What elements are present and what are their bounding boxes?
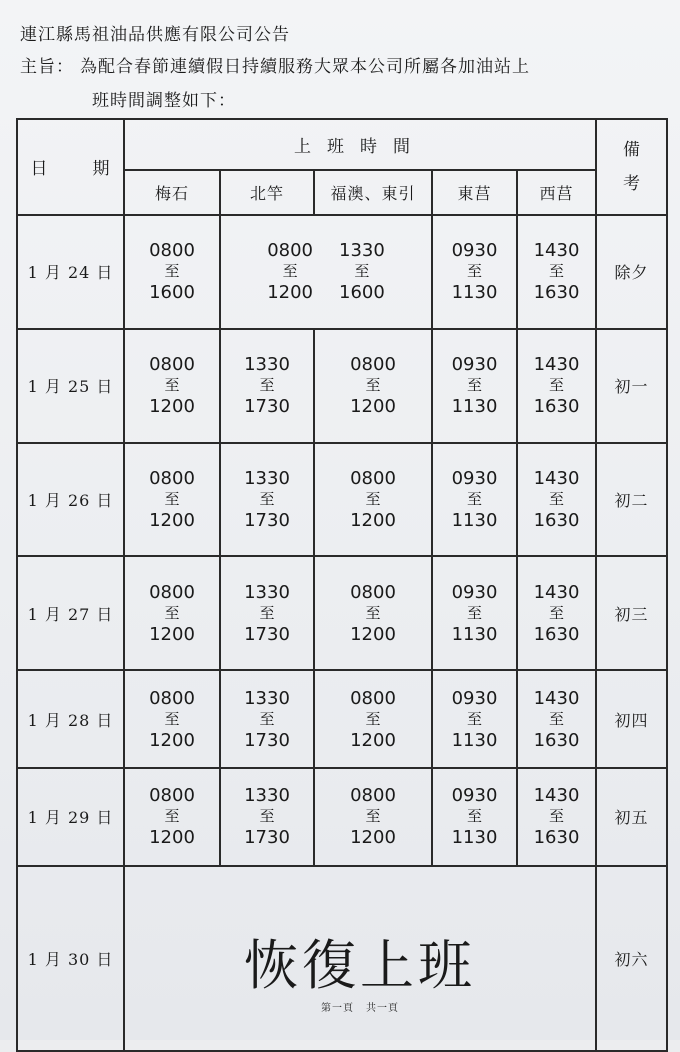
time-block — [267, 240, 313, 303]
time-cell-dongju — [432, 556, 517, 670]
to-label: 至 — [354, 262, 370, 281]
to-label: 至 — [164, 262, 180, 281]
page-number — [125, 999, 595, 1014]
row-date: 1 月 28 日 — [17, 670, 124, 768]
time-start: 0800 — [350, 687, 396, 709]
time-end: 1200 — [350, 827, 396, 849]
time-end: 1630 — [533, 510, 580, 531]
to-label: 至 — [259, 807, 275, 826]
time-start: 0800 — [149, 785, 195, 807]
table-row — [17, 443, 667, 557]
time-start: 1330 — [244, 468, 290, 489]
resume-cell — [124, 866, 596, 1051]
time-end: 1600 — [339, 282, 385, 304]
time-start: 0930 — [451, 240, 498, 262]
time-cell-merged — [220, 215, 432, 329]
location-header-meishi: 梅石 — [124, 170, 220, 215]
time-start: 0930 — [451, 354, 498, 376]
to-label: 至 — [365, 490, 381, 508]
to-label: 至 — [466, 262, 482, 281]
time-start: 1430 — [533, 240, 580, 262]
time-end: 1630 — [533, 729, 580, 751]
time-block — [339, 240, 385, 303]
row-remark: 初六 — [596, 866, 667, 1051]
to-label: 至 — [164, 807, 180, 826]
time-start: 1330 — [244, 354, 290, 376]
row-remark: 初二 — [596, 443, 667, 557]
to-label: 至 — [549, 262, 565, 281]
to-label: 至 — [549, 490, 565, 508]
time-cell — [432, 215, 517, 329]
time-start: 0800 — [149, 240, 195, 262]
time-cell-dongju — [432, 768, 517, 866]
time-end: 1130 — [451, 510, 498, 531]
time-cell-fuao — [314, 556, 432, 670]
subject-line-2: 班時間調整如下： — [92, 91, 236, 111]
time-end: 1130 — [451, 623, 498, 645]
time-start: 1430 — [533, 354, 580, 376]
time-cell-fuao — [314, 443, 432, 557]
to-label: 至 — [466, 490, 482, 508]
subject-text-1: 為配合春節連續假日持續服務大眾本公司所屬各加油站上 — [80, 57, 530, 77]
time-start: 0930 — [451, 785, 498, 807]
row-remark: 初五 — [596, 768, 667, 866]
location-header-fuao-dongyin: 福澳、東引 — [314, 170, 432, 215]
page-total: 共一頁 — [366, 1003, 399, 1014]
row-remark: 初一 — [596, 329, 667, 443]
time-cell-dongju — [432, 443, 517, 557]
to-label: 至 — [164, 603, 180, 622]
date-header-char-2: 期 — [92, 159, 111, 180]
time-end: 1130 — [451, 282, 498, 304]
time-end: 1730 — [244, 623, 290, 645]
time-start: 1430 — [533, 687, 580, 709]
time-end: 1200 — [149, 510, 195, 531]
time-cell-fuao — [314, 768, 432, 866]
to-label: 至 — [466, 603, 482, 622]
to-label: 至 — [365, 709, 381, 728]
remarks-header-char-2: 考 — [623, 173, 641, 194]
time-cell-dongju — [432, 329, 517, 443]
time-end: 1200 — [149, 729, 195, 751]
to-label: 至 — [164, 490, 180, 508]
time-end: 1200 — [149, 827, 195, 849]
time-cell-meishi — [124, 329, 220, 443]
time-cell-beigan — [220, 670, 314, 768]
date-column-header — [17, 119, 124, 215]
table-row — [17, 768, 667, 866]
time-end: 1200 — [267, 282, 313, 304]
row-remark: 初四 — [596, 670, 667, 768]
working-hours-header: 上班時間 — [124, 119, 596, 170]
location-header-dongju: 東莒 — [432, 170, 517, 215]
time-end: 1730 — [244, 827, 290, 849]
time-end: 1630 — [533, 623, 580, 645]
time-start: 0930 — [451, 687, 498, 709]
time-cell-beigan — [220, 556, 314, 670]
location-header-beigan: 北竿 — [220, 170, 314, 215]
time-start: 0800 — [350, 354, 396, 376]
to-label: 至 — [466, 709, 482, 728]
to-label: 至 — [164, 376, 180, 395]
time-start: 0800 — [350, 581, 396, 603]
row-date: 1 月 25 日 — [17, 329, 124, 443]
remarks-header-char-1: 備 — [623, 139, 641, 160]
time-start: 1430 — [533, 468, 580, 489]
row-remark: 除夕 — [596, 215, 667, 329]
time-cell-beigan — [220, 768, 314, 866]
table-row — [17, 670, 667, 768]
time-end: 1630 — [533, 827, 580, 849]
subject-line-1 — [20, 52, 530, 77]
time-cell-xiju — [517, 443, 596, 557]
to-label: 至 — [466, 376, 482, 395]
to-label: 至 — [365, 807, 381, 826]
time-end: 1630 — [533, 282, 580, 304]
resume-work-text: 恢復上班 — [244, 933, 476, 997]
time-cell-meishi — [124, 443, 220, 557]
time-cell-xiju — [517, 670, 596, 768]
time-start: 0800 — [267, 240, 313, 262]
time-cell — [517, 215, 596, 329]
time-end: 1200 — [350, 729, 396, 751]
location-header-xiju: 西莒 — [517, 170, 596, 215]
time-start: 0800 — [350, 468, 396, 489]
time-cell — [124, 215, 220, 329]
to-label: 至 — [164, 709, 180, 728]
time-cell-xiju — [517, 329, 596, 443]
to-label: 至 — [549, 376, 565, 395]
time-cell-xiju — [517, 556, 596, 670]
time-start: 1330 — [339, 240, 385, 262]
row-date: 1 月 26 日 — [17, 443, 124, 557]
to-label: 至 — [259, 709, 275, 728]
subject-label: 主旨： — [20, 57, 74, 77]
time-cell-fuao — [314, 670, 432, 768]
time-start: 1330 — [244, 785, 290, 807]
time-start: 0800 — [149, 468, 195, 489]
to-label: 至 — [365, 603, 381, 622]
date-header-char-1: 日 — [30, 159, 49, 180]
time-start: 1330 — [244, 581, 290, 603]
time-end: 1200 — [149, 396, 195, 418]
to-label: 至 — [549, 807, 565, 826]
to-label: 至 — [259, 490, 275, 508]
row-date: 1 月 27 日 — [17, 556, 124, 670]
to-label: 至 — [549, 709, 565, 728]
time-end: 1130 — [451, 396, 498, 418]
time-end: 1200 — [350, 623, 396, 645]
to-label: 至 — [259, 603, 275, 622]
time-cell-meishi — [124, 556, 220, 670]
time-start: 1430 — [533, 581, 580, 603]
schedule-table — [16, 118, 668, 1052]
time-cell-dongju — [432, 670, 517, 768]
to-label: 至 — [282, 262, 298, 281]
to-label: 至 — [549, 603, 565, 622]
time-end: 1200 — [350, 396, 396, 418]
time-end: 1730 — [244, 729, 290, 751]
time-end: 1630 — [533, 396, 580, 418]
time-start: 1430 — [533, 785, 580, 807]
table-row — [17, 215, 667, 329]
time-end: 1130 — [451, 729, 498, 751]
time-cell-beigan — [220, 329, 314, 443]
row-date: 1 月 29 日 — [17, 768, 124, 866]
table-row — [17, 329, 667, 443]
time-end: 1730 — [244, 396, 290, 418]
announcement-title: 連江縣馬祖油品供應有限公司公告 — [20, 25, 290, 45]
time-end: 1600 — [149, 282, 195, 304]
table-row-resume — [17, 866, 667, 1051]
time-end: 1200 — [149, 623, 195, 645]
table-row — [17, 556, 667, 670]
to-label: 至 — [466, 807, 482, 826]
time-end: 1200 — [350, 510, 396, 531]
time-start: 0800 — [149, 354, 195, 376]
time-cell-beigan — [220, 443, 314, 557]
to-label: 至 — [365, 376, 381, 395]
time-start: 1330 — [244, 687, 290, 709]
row-remark: 初三 — [596, 556, 667, 670]
time-start: 0800 — [149, 687, 195, 709]
time-end: 1730 — [244, 510, 290, 531]
time-cell-meishi — [124, 670, 220, 768]
time-start: 0930 — [451, 581, 498, 603]
time-cell-xiju — [517, 768, 596, 866]
time-start: 0800 — [350, 785, 396, 807]
page-current: 第一頁 — [321, 1003, 354, 1014]
remarks-column-header — [596, 119, 667, 215]
time-cell-meishi — [124, 768, 220, 866]
time-end: 1130 — [451, 827, 498, 849]
time-cell-fuao — [314, 329, 432, 443]
to-label: 至 — [259, 376, 275, 395]
time-start: 0930 — [451, 468, 498, 489]
row-date: 1 月 24 日 — [17, 215, 124, 329]
time-start: 0800 — [149, 581, 195, 603]
row-date: 1 月 30 日 — [17, 866, 124, 1051]
